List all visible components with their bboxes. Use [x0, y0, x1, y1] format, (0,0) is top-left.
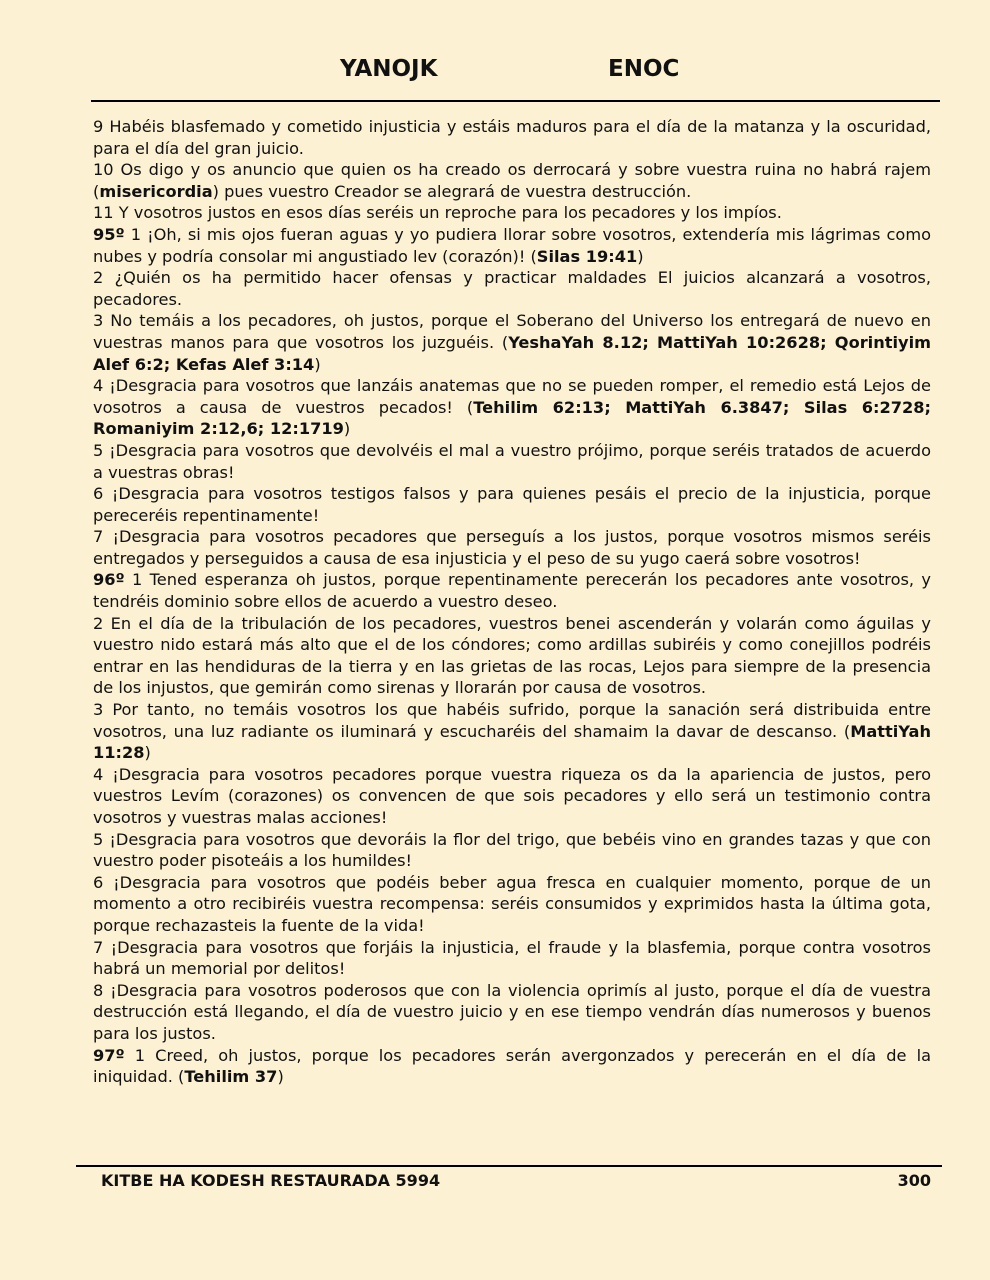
header-left-title: YANOJK	[340, 56, 438, 82]
verse-text: 3 No temáis a los pecadores, oh justos, porque el Soberano del Universo los entregará de nuevo en vuestras manos para que vosotros los juzguéis. (	[93, 311, 931, 352]
verse-text: 10 Os digo y os anuncio que quien os ha creado os derrocará y sobre vuestra ruina no habrá rajem (	[93, 160, 931, 201]
verse-text: ) pues vuestro Creador se alegrará de vuestra destrucción.	[212, 181, 692, 201]
verse-text: 1 Tened esperanza oh justos, porque repentinamente perecerán los pecadores ante vosotros, y tendréis dominio sobre ellos de acuerdo a vuestro deseo.	[93, 570, 931, 612]
verse-text: 5 ¡Desgracia para vosotros que devoráis la flor del trigo, que bebéis vino en grandes tazas y que con vuestro poder pisoteáis a los humildes!	[93, 829, 931, 871]
verse-text: 2 En el día de la tribulación de los pecadores, vuestros benei ascenderán y volarán como águilas y vuestro nido estará más alto que el de los cóndores; como ardillas subiréis y como conejillos podréis entrar en las hendiduras de la tierra y en las grietas de las rocas, Lejos para siempre de la presencia de los injustos, que gemirán como sirenas y llorarán por causa de vosotros.	[93, 613, 931, 698]
verse-paragraph	[93, 375, 931, 440]
verse-paragraph	[93, 613, 931, 699]
verse-text: )	[277, 1067, 284, 1087]
bold-reference: misericordia	[99, 181, 213, 201]
verse-text: 7 ¡Desgracia para vosotros pecadores que perseguís a los justos, porque vosotros mismos seréis entregados y perseguidos a causa de esa injusticia y el peso de su yugo caerá sobre vosotros!	[93, 527, 931, 568]
verse-text: 8 ¡Desgracia para vosotros poderosos que con la violencia oprimís al justo, porque el día de vuestra destrucción está llegando, el día de vuestro juicio y en ese tiempo vendrán días numerosos y buenos para los justos.	[93, 980, 931, 1043]
page-header	[92, 56, 940, 92]
verse-paragraph	[93, 116, 931, 159]
verse-paragraph	[93, 483, 931, 526]
verse-text: 2 ¿Quién os ha permitido hacer ofensas y practicar maldades El juicios alcanzará a vosotros, pecadores.	[93, 268, 931, 309]
verse-paragraph	[93, 569, 931, 612]
verse-text: )	[314, 354, 321, 374]
verse-text: 4 ¡Desgracia para vosotros pecadores porque vuestra riqueza os da la apariencia de justos, pero vuestros Levím (corazones) os convencen de que sois pecadores y ello será un testimonio contra vosotros y vuestras malas acciones!	[93, 764, 931, 827]
verse-paragraph	[93, 159, 931, 202]
verse-paragraph	[93, 440, 931, 483]
bold-reference: Silas 19:41	[536, 246, 638, 266]
verse-paragraph	[93, 267, 931, 310]
verse-paragraph	[93, 872, 931, 937]
page-number: 300	[897, 1171, 931, 1190]
verse-paragraph	[93, 310, 931, 375]
verse-text: 9 Habéis blasfemado y cometido injusticia y estáis maduros para el día de la matanza y la oscuridad, para el día del gran juicio.	[93, 117, 931, 158]
verse-text: 1 Creed, oh justos, porque los pecadores serán avergonzados y perecerán en el día de la iniquidad. (	[93, 1045, 931, 1087]
verse-paragraph	[93, 980, 931, 1045]
bold-reference: 97º	[93, 1045, 125, 1065]
verse-paragraph	[93, 202, 931, 224]
verse-text: 5 ¡Desgracia para vosotros que devolvéis el mal a vuestro prójimo, porque seréis tratados de acuerdo a vuestras obras!	[93, 440, 931, 482]
verse-text: 6 ¡Desgracia para vosotros que podéis beber agua fresca en cualquier momento, porque de un momento a otro recibiréis vuestra recompensa: seréis consumidos y exprimidos hasta la última gota, porque rechazasteis la fuente de la vida!	[93, 872, 931, 935]
header-rule	[91, 100, 940, 102]
verse-text: 4 ¡Desgracia para vosotros que lanzáis anatemas que no se pueden romper, el remedio está Lejos de vosotros a causa de vuestros pecados! (	[93, 376, 931, 417]
verse-text: )	[343, 419, 351, 439]
verse-paragraph	[93, 764, 931, 829]
page-footer	[101, 1171, 931, 1195]
footer-rule	[76, 1165, 942, 1167]
verse-text: 1 ¡Oh, si mis ojos fueran aguas y yo pudiera llorar sobre vosotros, extendería mis lágrimas como nubes y podría consolar mi angustiado lev (corazón)! (	[93, 224, 931, 266]
bold-reference: Tehilim 37	[184, 1067, 278, 1087]
bold-reference: MattiYah 11:28	[93, 721, 931, 763]
bold-reference: 96º	[93, 570, 125, 590]
body-text	[93, 116, 931, 1088]
verse-text: 6 ¡Desgracia para vosotros testigos falsos y para quienes pesáis el precio de la injusticia, porque pereceréis repentinamente!	[93, 484, 931, 525]
header-right-title: ENOC	[608, 56, 680, 82]
bold-reference: YeshaYah 8.12; MattiYah 10:2628; Qorintiyim Alef 6:2; Kefas Alef 3:14	[93, 332, 932, 374]
bold-reference: Tehilim 62:13; MattiYah 6.3847; Silas 6:2728; Romaniyim 2:12,6; 12:1719	[93, 397, 932, 439]
bold-reference: 95º	[93, 224, 125, 244]
verse-text: )	[144, 743, 151, 763]
verse-text: 11 Y vosotros justos en esos días seréis un reproche para los pecadores y los impíos.	[93, 203, 782, 223]
verse-paragraph	[93, 829, 931, 872]
verse-paragraph	[93, 526, 931, 569]
verse-paragraph	[93, 224, 931, 267]
verse-paragraph	[93, 699, 931, 764]
verse-text: )	[637, 246, 644, 266]
verse-paragraph	[93, 1045, 931, 1088]
verse-text: 7 ¡Desgracia para vosotros que forjáis la injusticia, el fraude y la blasfemia, porque contra vosotros habrá un memorial por delitos!	[93, 937, 931, 979]
verse-text: 3 Por tanto, no temáis vosotros los que habéis sufrido, porque la sanación será distribuida entre vosotros, una luz radiante os iluminará y escucharéis del shamaim la davar de descanso. (	[93, 700, 931, 741]
footer-title: KITBE HA KODESH RESTAURADA 5994	[101, 1171, 441, 1190]
verse-paragraph	[93, 937, 931, 980]
